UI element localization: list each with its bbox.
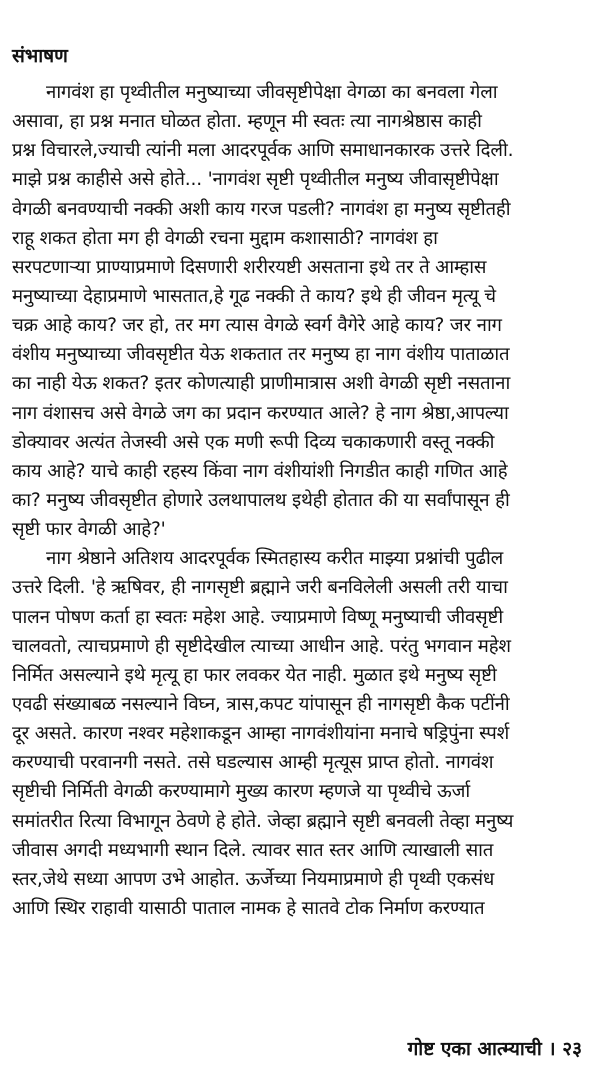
text-line: राहू शकत होता मग ही वेगळी रचना मुद्दाम कशासाठी? नागवंश हा: [12, 227, 438, 249]
text-line: चक्र आहे काय? जर हो, तर मग त्यास वेगळे स्वर्ग वैगेरे आहे काय? जर नाग: [12, 315, 502, 337]
text-line: सृष्टी फार वेगळी आहे?': [12, 519, 166, 541]
page-footer: गोष्ट एका आत्म्याची । २३: [407, 1038, 582, 1060]
text-line: वेगळी बनवण्याची नक्की अशी काय गरज पडली? नागवंश हा मनुष्य सृष्टीतही: [12, 198, 511, 220]
text-line: करण्याची परवानगी नसते. तसे घडल्यास आम्ही मृत्यूस प्राप्त होतो. नागवंश: [12, 752, 494, 774]
text-line: जीवास अगदी मध्यभागी स्थान दिले. त्यावर सात स्तर आणि त्याखाली सात: [12, 839, 494, 861]
text-line: आणि स्थिर राहावी यासाठी पाताल नामक हे सातवे टोक निर्माण करण्यात: [12, 897, 485, 919]
text-line: असावा, हा प्रश्न मनात घोळत होता. म्हणून मी स्वतः त्या नागश्रेष्ठास काही: [12, 111, 482, 133]
text-line: नागवंश हा पृथ्वीतील मनुष्याच्या जीवसृष्टीपेक्षा वेगळा का बनवला गेला: [46, 82, 498, 103]
text-line: नाग वंशासच असे वेगळे जग का प्रदान करण्यात आले? हे नाग श्रेष्ठा,आपल्या: [12, 402, 509, 424]
body-text: [12, 78, 592, 923]
text-line: निर्मित असल्याने इथे मृत्यू हा फार लवकर येत नाही. मुळात इथे मनुष्य सृष्टी: [12, 664, 497, 686]
section-heading: संभाषण: [12, 45, 68, 67]
text-line: चालवतो, त्याचप्रमाणे ही सृष्टीदेखील त्याच्या आधीन आहे. परंतु भगवान महेश: [12, 635, 511, 657]
text-line: का? मनुष्य जीवसृष्टीत होणारे उलथापालथ इथेही होतात की या सर्वांपासून ही: [12, 489, 510, 511]
text-line: प्रश्न विचारले,ज्याची त्यांनी मला आदरपूर्वक आणि समाधानकारक उत्तरे दिली.: [12, 140, 514, 162]
text-line: डोक्यावर अत्यंत तेजस्वी असे एक मणी रूपी दिव्य चकाकणारी वस्तू नक्की: [12, 431, 495, 453]
text-line: पालन पोषण कर्ता हा स्वतः महेश आहे. ज्याप्रमाणे विष्णू मनुष्याची जीवसृष्टी: [12, 606, 503, 628]
text-line: स्तर,जेथे सध्या आपण उभे आहोत. ऊर्जेच्या नियमाप्रमाणे ही पृथ्वी एकसंध: [12, 868, 495, 890]
text-line: उत्तरे दिली. 'हे ऋषिवर, ही नागसृष्टी ब्रह्माने जरी बनविलेली असली तरी याचा: [12, 577, 508, 599]
text-line: समांतरीत रित्या विभागून ठेवणे हे होते. जेव्हा ब्रह्माने सृष्टी बनवली तेव्हा मनुष्य: [12, 810, 514, 832]
text-line: वंशीय मनुष्याच्या जीवसृष्टीत येऊ शकतात तर मनुष्य हा नाग वंशीय पाताळात: [12, 344, 510, 366]
text-line: सृष्टीची निर्मिती वेगळी करण्यामागे मुख्य कारण म्हणजे या पृथ्वीचे ऊर्जा: [12, 781, 470, 803]
text-line: माझे प्रश्न काहीसे असे होते... 'नागवंश सृष्टी पृथ्वीतील मनुष्य जीवासृष्टीपेक्षा: [12, 169, 499, 191]
text-line: का नाही येऊ शकत? इतर कोणत्याही प्राणीमात्रास अशी वेगळी सृष्टी नसताना: [12, 373, 511, 395]
text-line: नाग श्रेष्ठाने अतिशय आदरपूर्वक स्मितहास्य करीत माझ्या प्रश्नांची पुढील: [46, 548, 504, 570]
text-line: दूर असते. कारण नश्वर महेशाकडून आम्हा नागवंशीयांना मनाचे षड्रिपुंना स्पर्श: [12, 723, 510, 745]
text-line: एवढी संख्याबळ नसल्याने विघ्न, त्रास,कपट यांपासून ही नागसृष्टी कैक पटींनी: [12, 693, 510, 715]
text-line: मनुष्याच्या देहाप्रमाणे भासतात,हे गूढ नक्की ते काय? इथे ही जीवन मृत्यू चे: [12, 285, 496, 307]
text-line: काय आहे? याचे काही रहस्य किंवा नाग वंशीयांशी निगडीत काही गणित आहे: [12, 460, 508, 482]
text-line: सरपटणाऱ्या प्राण्याप्रमाणे दिसणारी शरीरयष्टी असताना इथे तर ते आम्हास: [12, 256, 487, 278]
